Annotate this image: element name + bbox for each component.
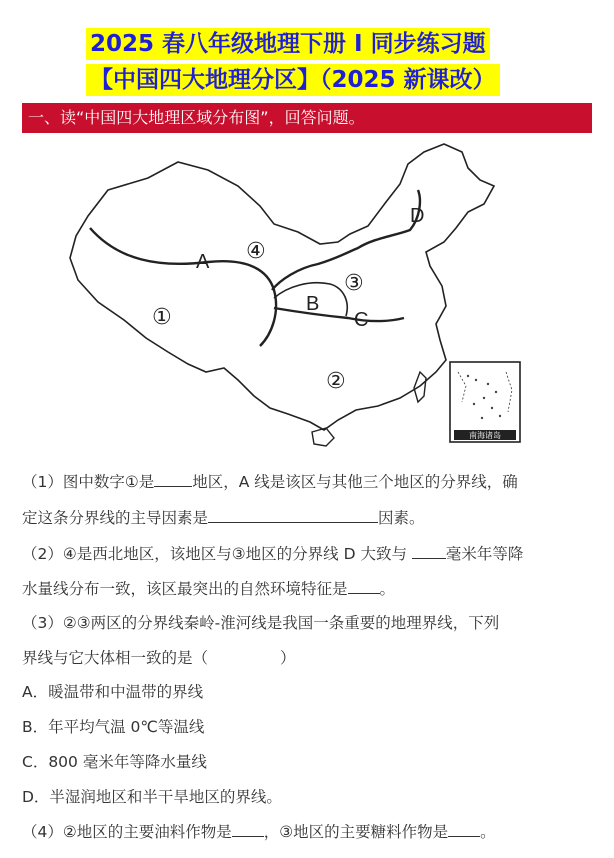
question-2-line-2: 水量线分布一致，该区最突出的自然环境特征是 。 [22,577,395,600]
region-label-2: ② [326,369,346,394]
china-outline [70,144,494,430]
answer-blank[interactable] [348,577,380,594]
answer-blank[interactable] [232,820,264,837]
line-label-a: A [196,251,210,273]
question-4: （4）②地区的主要油料作物是 ，③地区的主要糖料作物是 。 [22,820,496,843]
option-d[interactable]: D．半湿润地区和半干旱地区的界线。 [22,788,282,806]
question-3-line-1: （3）②③两区的分界线秦岭-淮河线是我国一条重要的地理界线，下列 [22,614,500,632]
section-heading: 一、读“中国四大地理区域分布图”，回答问题。 [22,103,592,133]
line-label-c: C [354,309,369,331]
line-label-d: D [410,205,425,227]
answer-blank[interactable] [412,542,446,559]
answer-blank[interactable] [208,506,378,523]
question-2-line-1: （2）④是西北地区，该地区与③地区的分界线 D 大致与 毫米年等降 [22,542,523,565]
option-a[interactable]: A．暖温带和中温带的界线 [22,683,204,701]
hainan-island [312,428,334,446]
inset-label: 南海诸岛 [469,431,501,440]
answer-blank[interactable] [448,820,480,837]
boundary-line-bc [274,308,404,321]
option-c[interactable]: C．800 毫米年等降水量线 [22,753,207,771]
question-3-line-2: 界线与它大体相一致的是（ ） [22,649,296,667]
answer-blank[interactable] [154,470,192,487]
document-subtitle: 【中国四大地理分区】（2025 新课改） [86,64,500,96]
line-label-b: B [306,293,320,315]
option-b[interactable]: B．年平均气温 0℃等温线 [22,718,205,736]
china-region-map [48,140,528,450]
taiwan-island [414,372,426,402]
question-1-line-1: （1）图中数字①是 地区，A 线是该区与其他三个地区的分界线，确 [22,470,518,493]
question-1-line-2: 定这条分界线的主导因素是 因素。 [22,506,425,529]
region-label-1: ① [152,305,172,330]
region-label-4: ④ [246,239,266,264]
region-label-3: ③ [344,271,364,296]
document-title: 2025 春八年级地理下册 Ⅰ 同步练习题 [86,28,490,60]
